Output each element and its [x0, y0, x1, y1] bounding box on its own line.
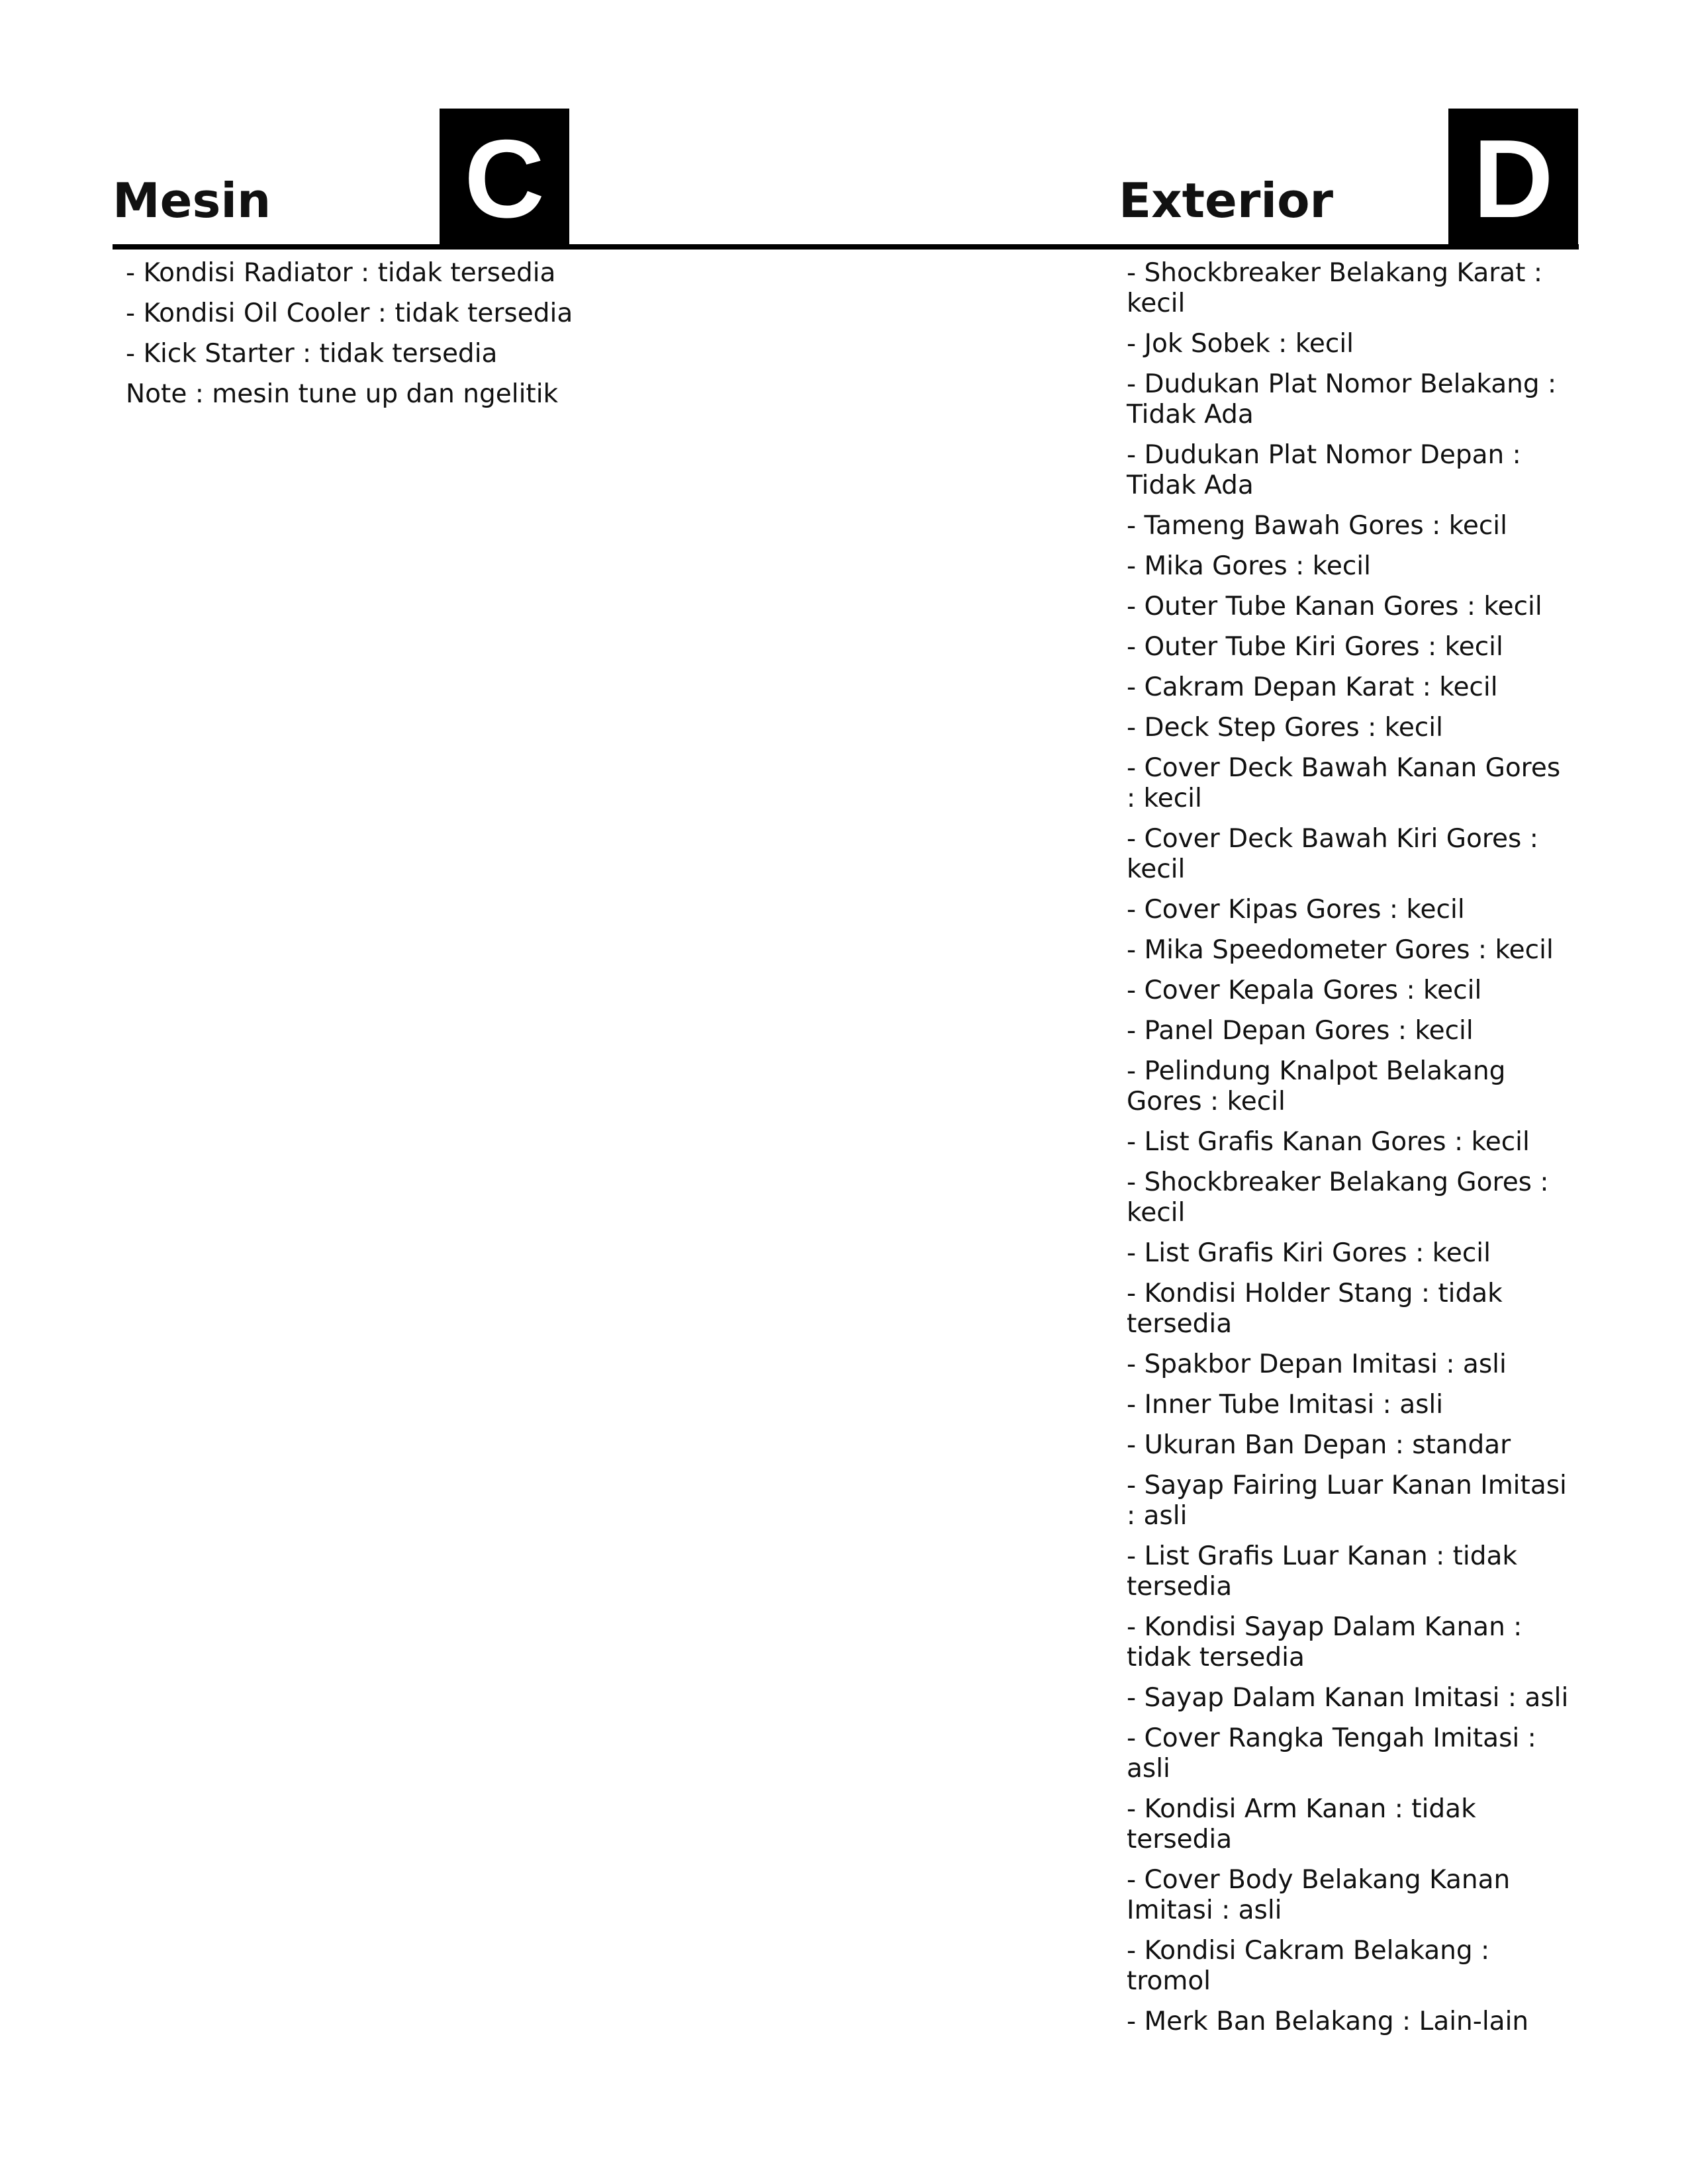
list-item: - Cover Deck Bawah Kanan Gores : kecil — [1127, 753, 1561, 813]
list-item: - Kondisi Oil Cooler : tidak tersedia — [126, 298, 573, 328]
list-item: - Deck Step Gores : kecil — [1127, 713, 1443, 743]
section-title-exterior: Exterior — [1119, 173, 1334, 228]
list-item: - Cover Body Belakang Kanan Imitasi : asli — [1127, 1865, 1511, 1925]
list-item: - Shockbreaker Belakang Karat : kecil — [1127, 258, 1542, 318]
list-item: - Kondisi Radiator : tidak tersedia — [126, 258, 556, 288]
exterior-item-list — [1127, 258, 1569, 2047]
section-letter-badge-d: D — [1448, 109, 1578, 249]
header-divider — [113, 244, 1579, 250]
list-item: - Jok Sobek : kecil — [1127, 329, 1354, 359]
list-item: - Mika Gores : kecil — [1127, 551, 1371, 581]
mesin-item-list — [126, 258, 602, 420]
list-item: - Shockbreaker Belakang Gores : kecil — [1127, 1167, 1549, 1228]
list-item: - Cover Rangka Tengah Imitasi : asli — [1127, 1723, 1536, 1784]
list-item: - Sayap Dalam Kanan Imitasi : asli — [1127, 1683, 1569, 1713]
list-item: - Cover Deck Bawah Kiri Gores : kecil — [1127, 824, 1538, 884]
list-item: - Cover Kipas Gores : kecil — [1127, 895, 1465, 925]
list-item: - Inner Tube Imitasi : asli — [1127, 1390, 1444, 1420]
list-item: - Spakbor Depan Imitasi : asli — [1127, 1349, 1507, 1379]
section-title-mesin: Mesin — [113, 173, 271, 228]
list-item: - List Grafis Kiri Gores : kecil — [1127, 1238, 1491, 1268]
list-item: - Sayap Fairing Luar Kanan Imitasi : asli — [1127, 1471, 1567, 1531]
list-item: - Kondisi Arm Kanan : tidak tersedia — [1127, 1794, 1476, 1854]
list-item: - Kondisi Holder Stang : tidak tersedia — [1127, 1279, 1503, 1339]
list-item: - Outer Tube Kiri Gores : kecil — [1127, 632, 1503, 662]
note-item: Note : mesin tune up dan ngelitik — [126, 379, 559, 409]
list-item: - Merk Ban Belakang : Lain-lain — [1127, 2007, 1529, 2036]
list-item: - List Grafis Kanan Gores : kecil — [1127, 1127, 1530, 1157]
list-item: - Dudukan Plat Nomor Belakang : Tidak Ada — [1127, 369, 1557, 430]
list-item: - Ukuran Ban Depan : standar — [1127, 1430, 1511, 1460]
list-item: - Pelindung Knalpot Belakang Gores : kecil — [1127, 1056, 1506, 1116]
list-item: - Cakram Depan Karat : kecil — [1127, 672, 1498, 702]
list-item: - Kondisi Sayap Dalam Kanan : tidak tersedia — [1127, 1612, 1523, 1672]
section-letter-badge-c: C — [440, 109, 569, 249]
list-item: - List Grafis Luar Kanan : tidak tersedia — [1127, 1541, 1517, 1602]
list-item: - Kondisi Cakram Belakang : tromol — [1127, 1936, 1490, 1996]
list-item: - Panel Depan Gores : kecil — [1127, 1016, 1474, 1046]
list-item: - Cover Kepala Gores : kecil — [1127, 976, 1482, 1005]
list-item: - Tameng Bawah Gores : kecil — [1127, 511, 1507, 541]
list-item: - Kick Starter : tidak tersedia — [126, 339, 498, 369]
list-item: - Mika Speedometer Gores : kecil — [1127, 935, 1554, 965]
list-item: - Dudukan Plat Nomor Depan : Tidak Ada — [1127, 440, 1521, 500]
list-item: - Outer Tube Kanan Gores : kecil — [1127, 592, 1542, 621]
